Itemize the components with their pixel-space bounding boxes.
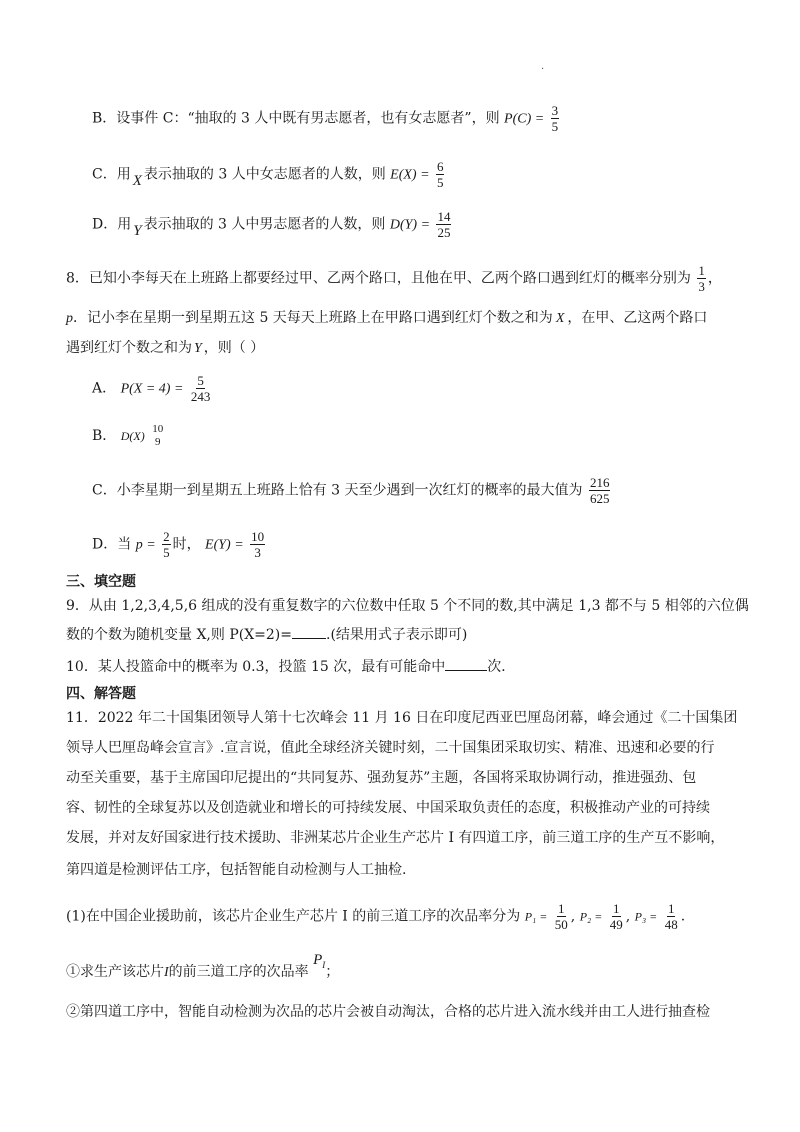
frac-num: 10 — [152, 423, 164, 435]
frac-num: 1 — [613, 901, 620, 916]
frac-num: 10 — [251, 529, 265, 544]
q8-line2-text: ．记小李在星期一到星期五这 5 天每天上班路上在甲路口遇到红灯个数之和为 — [73, 310, 553, 326]
p2-label: P₂ = — [579, 909, 603, 924]
q7-b-expr: P(C) = — [504, 111, 545, 127]
frac-den: 5 — [436, 175, 444, 190]
q8-option-d — [92, 530, 267, 559]
p1-fraction — [554, 902, 569, 931]
frac-den: 50 — [554, 917, 568, 932]
q8-a-label: A． — [92, 380, 117, 397]
q8-stem-line2 — [66, 308, 707, 329]
q7-c-fraction — [436, 160, 445, 189]
frac-den: 5 — [551, 119, 559, 134]
p1-label: P₁ = — [524, 909, 548, 924]
frac-den: 48 — [664, 917, 678, 932]
q8-line3-end: ，则（ ） — [203, 340, 265, 356]
q7-c-var: X — [132, 172, 142, 189]
q11-line-4: 容、韧性的全球复苏以及创造就业和增长的可持续发展、中国采取负责任的态度，积极推动产业的可持续 — [66, 800, 710, 816]
q10-answer-blank[interactable] — [445, 656, 487, 671]
frac-den: 625 — [589, 491, 610, 506]
q8-var-x: X — [555, 311, 565, 326]
q11-line-5: 发展，并对友好国家进行技术援助、非洲某芯片企业生产芯片 I 有四道工序，前三道工序的生产互不影响， — [66, 830, 725, 846]
frac-den: 5 — [163, 545, 170, 560]
q8-b-label: B． — [92, 428, 117, 444]
q8-d-p-fraction — [162, 530, 171, 559]
q7-option-d — [92, 210, 453, 239]
page-mark: · — [541, 64, 545, 75]
q7-d-var: Y — [133, 222, 142, 239]
q8-a-expr: P(X = 4) = — [120, 381, 184, 397]
frac-num: 5 — [197, 373, 204, 388]
q10-line — [66, 656, 515, 677]
frac-num: 1 — [698, 263, 705, 278]
q11-line-3: 动至关重要，基于主席国印尼提出的“共同复苏、强劲复苏”主题，各国将采取协调行动，推进强劲、包 — [66, 770, 697, 786]
q8-b-expr: D(X) — [120, 429, 145, 443]
frac-den: 25 — [437, 225, 451, 240]
q8-a-fraction — [190, 374, 212, 403]
frac-den: 49 — [609, 917, 623, 932]
q7-b-text: B．设事件 C：“抽取的 3 人中既有男志愿者，也有女志愿者”，则 — [92, 110, 500, 127]
q9-answer-blank[interactable] — [292, 624, 326, 639]
frac-num: 3 — [551, 103, 559, 118]
sub1-end: ； — [325, 964, 340, 980]
q8-b-fraction — [151, 424, 164, 448]
q9-line1: 9．从由 1,2,3,4,5,6 组成的没有重复数字的六位数中任取 5 个不同的数,其中满足 1,3 都不与 5 相邻的六位偶 — [66, 598, 749, 614]
q7-option-b — [92, 104, 561, 133]
q8-d-p: p = — [135, 537, 156, 553]
q7-d-pre: D．用 — [92, 216, 132, 233]
frac-num: 216 — [589, 475, 610, 490]
q8-var-y: Y — [194, 341, 202, 356]
q7-d-fraction — [436, 210, 451, 239]
frac-num: 6 — [436, 159, 444, 174]
q7-d-text: 表示抽取的 3 人中男志愿者的人数，则 — [143, 216, 386, 233]
sub1-p — [313, 952, 325, 968]
q8-d-pre: D．当 — [92, 536, 132, 553]
q7-c-pre: C．用 — [92, 166, 131, 183]
q8-var-p: p — [66, 311, 73, 326]
frac-num: 14 — [437, 209, 451, 224]
p2-fraction — [609, 902, 624, 931]
section-heading-fill-in: 三、填空题 — [66, 574, 136, 590]
q8-line3-text: 遇到红灯个数之和为 — [66, 340, 192, 356]
q8-option-b — [92, 424, 166, 448]
frac-num: 2 — [163, 529, 170, 544]
q8-stem-line3 — [66, 338, 264, 359]
sub1-text-a: ①求生产该芯片 — [66, 964, 164, 980]
q11-part1-text: (1)在中国企业援助前，该芯片企业生产芯片 I 的前三道工序的次品率分为 — [66, 908, 521, 925]
p3-label: P₃ = — [634, 909, 658, 924]
sub1-text-b: 的前三道工序的次品率 — [168, 964, 309, 980]
q8-line2-end: ，在甲、乙这两个路口 — [567, 310, 708, 326]
q9-line2 — [66, 624, 467, 645]
q8-d-mid: 时， — [172, 536, 201, 553]
frac-num: 1 — [667, 901, 675, 916]
q11-part1: (1)在中国企业援助前，该芯片企业生产芯片 I 的前三道工序的次品率分为 P₁ = $\frac{1}{50}$ , P₂ = $\frac{1}{49}$ , P₃ = $\frac{1}{48}$ . — [66, 901, 686, 932]
q11-line-1: 11．2022 年二十国集团领导人第十七次峰会 11 月 16 日在印度尼西亚巴厘岛闭幕，峰会通过《二十国集团 — [66, 710, 738, 726]
sub1-var: I — [164, 965, 169, 980]
frac-den: 243 — [190, 389, 211, 404]
q11-line-6: 第四道是检测评估工序，包括智能自动检测与人工抽检. — [66, 862, 407, 878]
q8-prob-fraction — [697, 264, 706, 293]
q8-line1-text: 8．已知小李每天在上班路上都要经过甲、乙两个路口，且他在甲、乙两个路口遇到红灯的概率分别为 — [66, 270, 691, 287]
frac-den: 3 — [254, 545, 261, 560]
q8-option-c — [92, 476, 612, 505]
sub1-p-subscript: I — [322, 960, 326, 970]
q7-b-fraction — [551, 104, 560, 133]
q7-option-c — [92, 160, 446, 189]
q11-sub1 — [66, 952, 340, 987]
q8-d-expr: E(Y) = — [205, 537, 244, 553]
q8-c-fraction — [589, 476, 611, 505]
p3-fraction — [664, 902, 679, 931]
q10-text-b: 次． — [487, 659, 516, 675]
q8-option-a — [92, 374, 213, 403]
q11-sub2: ②第四道工序中，智能自动检测为次品的芯片会被自动淘汰，合格的芯片进入流水线并由工人进行抽查检 — [66, 1004, 710, 1020]
q8-d-fraction — [250, 530, 265, 559]
frac-num: 1 — [558, 901, 565, 916]
q8-stem-line1 — [66, 264, 722, 293]
q8-line1-end: ， — [707, 270, 722, 287]
q10-text-a: 10．某人投篮命中的概率为 0.3，投篮 15 次，最有可能命中 — [66, 659, 446, 675]
q8-c-text: C．小李星期一到星期五上班路上恰有 3 天至少遇到一次红灯的概率的最大值为 — [92, 482, 583, 499]
q9-line2-b: .(结果用式子表示即可) — [326, 627, 468, 643]
section-heading-answer: 四、解答题 — [66, 686, 136, 702]
frac-den: 9 — [154, 436, 161, 448]
sub1-p-letter: P — [313, 952, 323, 968]
q9-line2-a: 数的个数为随机变量 X,则 P(X=2)= — [66, 627, 292, 643]
q7-c-expr: E(X) = — [390, 167, 430, 183]
q7-d-expr: D(Y) = — [389, 217, 431, 233]
frac-den: 3 — [698, 279, 705, 294]
q7-c-text: 表示抽取的 3 人中女志愿者的人数，则 — [143, 166, 386, 183]
q11-line-2: 领导人巴厘岛峰会宣言》.宣言说，值此全球经济关键时刻，二十国集团采取切实、精准、迅速和必要的行 — [66, 740, 715, 756]
